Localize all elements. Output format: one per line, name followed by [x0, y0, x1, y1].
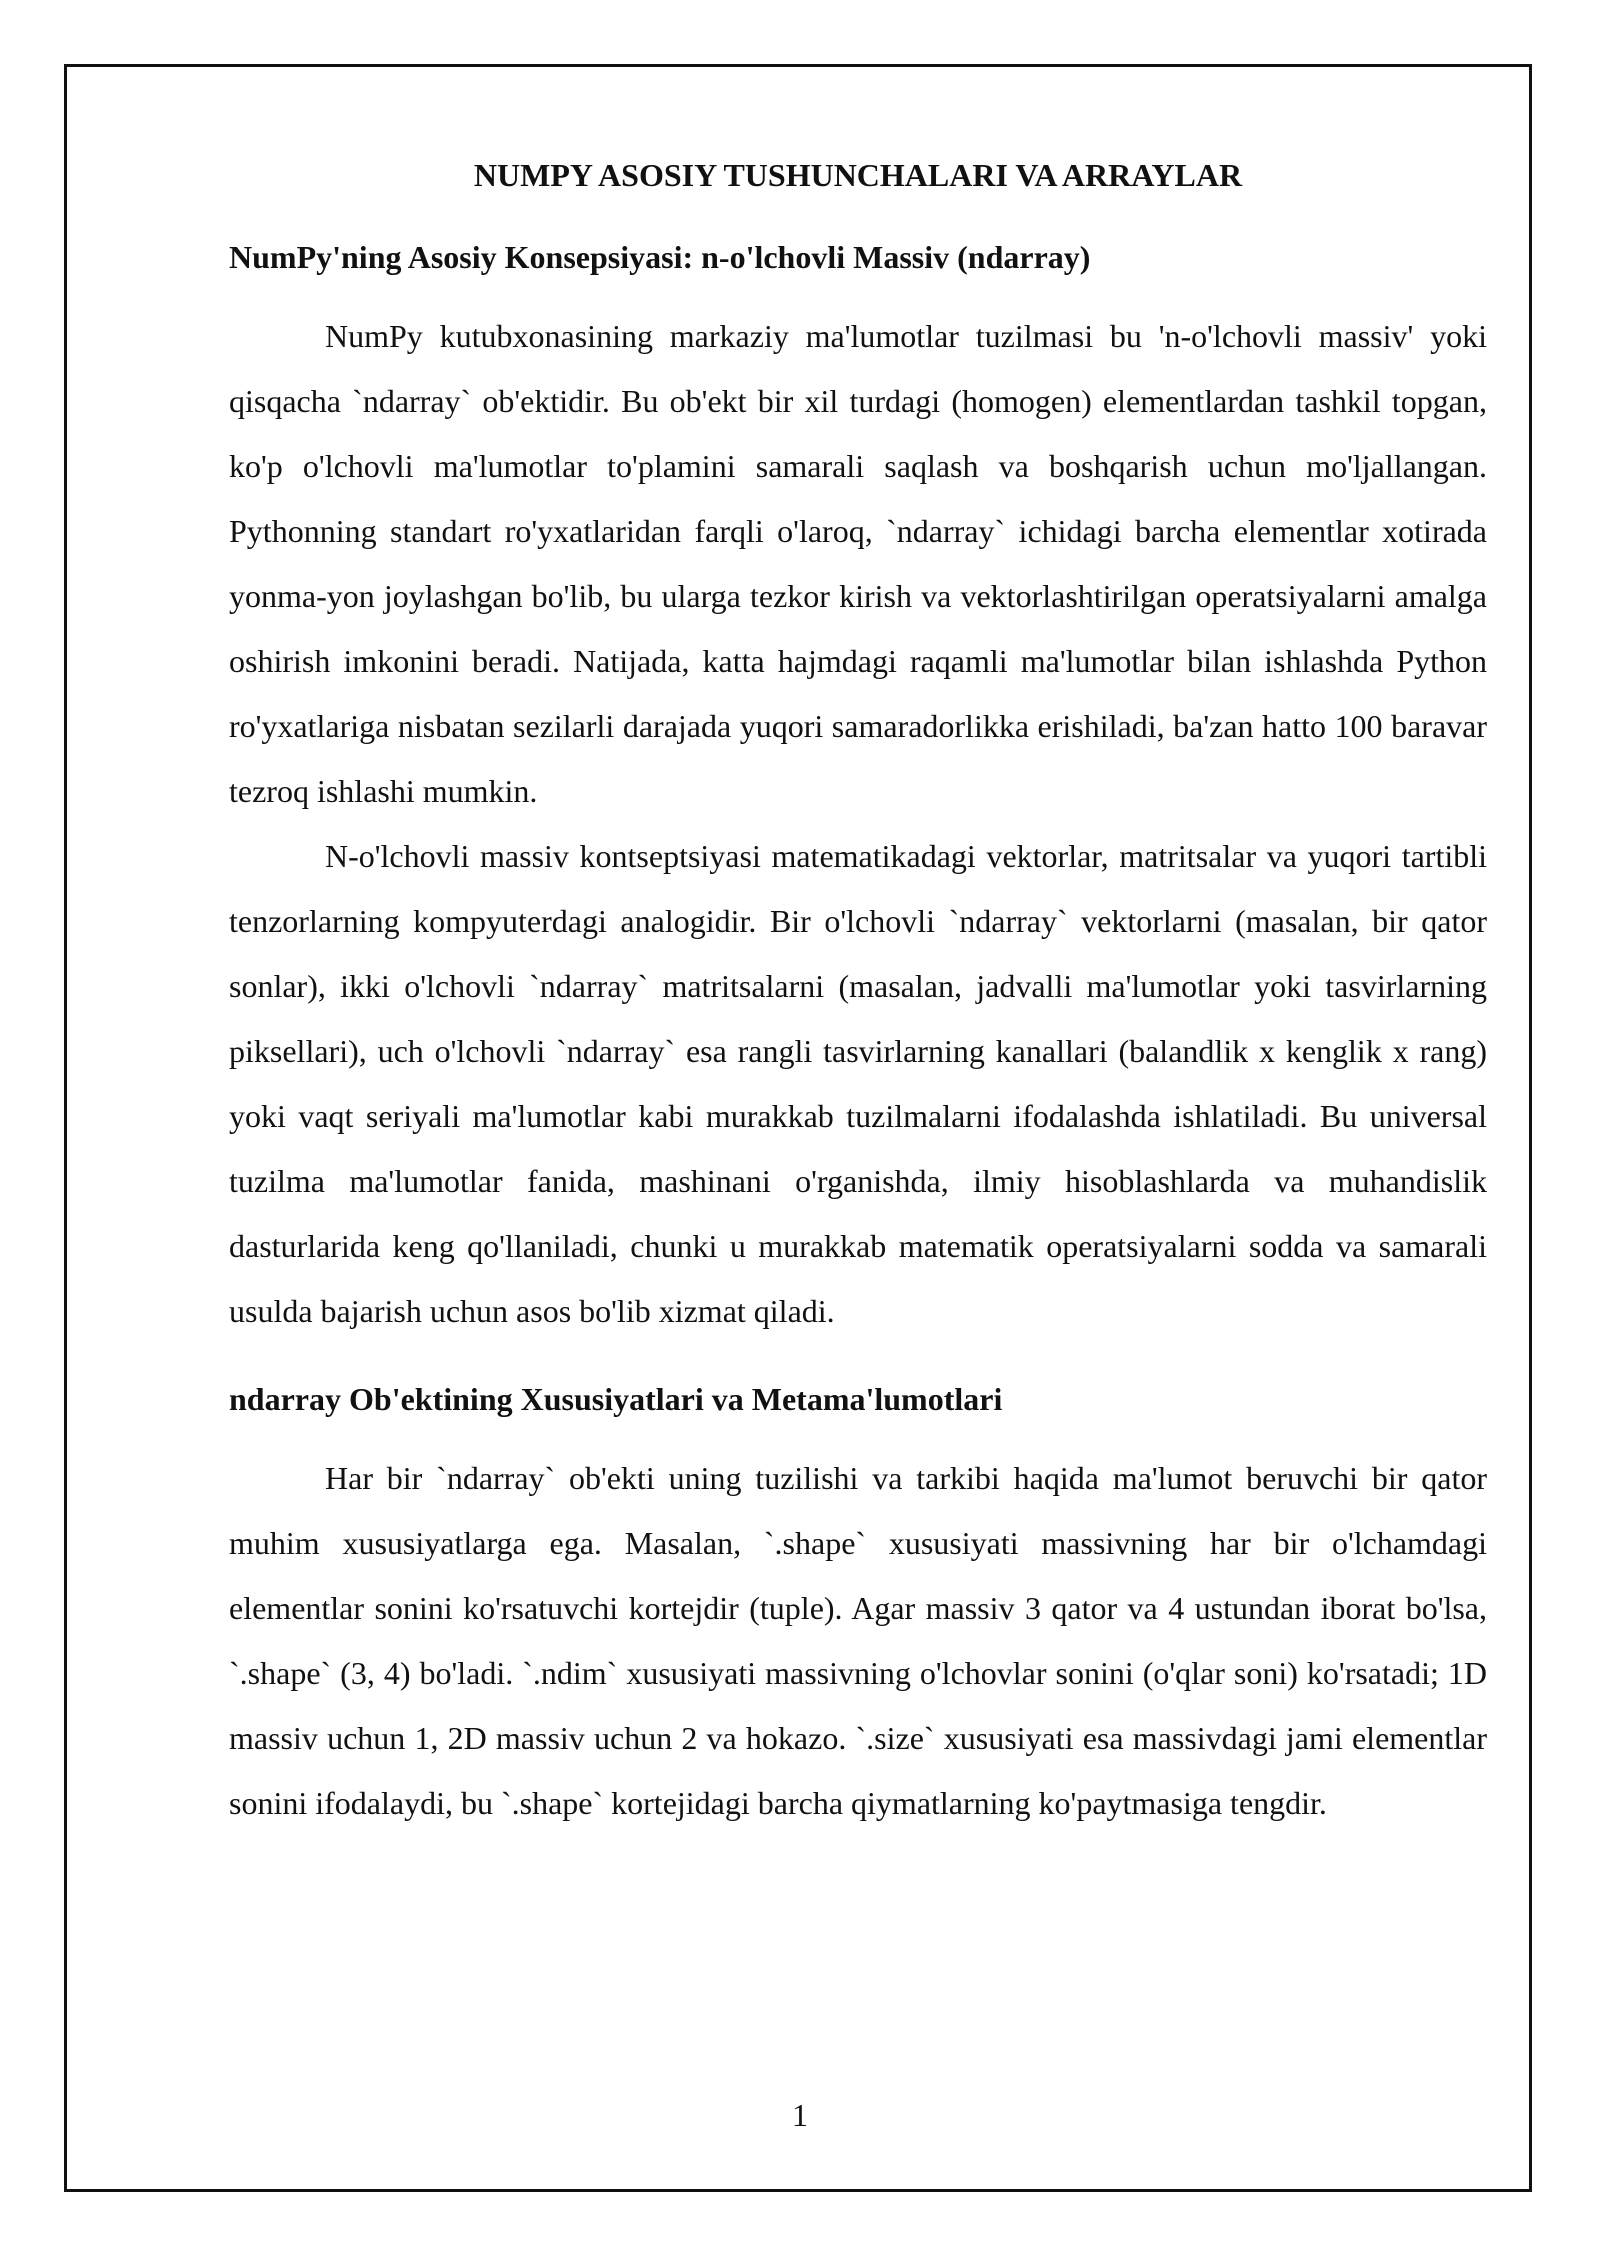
document-title: NUMPY ASOSIY TUSHUNCHALARI VA ARRAYLAR: [473, 157, 1243, 193]
section-heading-ndarray-attributes: ndarray Ob'ektining Xususiyatlari va Metama'lumotlari: [229, 1381, 1003, 1417]
page-content: [229, 150, 1487, 1836]
paragraph-ndarray-dimensions: N-o'lchovli massiv kontseptsiyasi matematikadagi vektorlar, matritsalar va yuqori tartibli tenzorlarning kompyuterdagi analogidir. Bir o'lchovli `ndarray` vektorlarni (masalan, bir qator sonlar), ikki o'lchovli `ndarray` matritsalarni (masalan, jadvalli ma'lumotlar yoki tasvirlarning piksellari), uch o'lchovli `ndarray` esa rangli tasvirlarning kanallari (balandlik x kenglik x rang) yoki vaqt seriyali ma'lumotlar kabi murakkab tuzilmalarni ifodalashda ishlatiladi. Bu universal tuzilma ma'lumotlar fanida, mashinani o'rganishda, ilmiy hisoblashlarda va muhandislik dasturlarida keng qo'llaniladi, chunki u murakkab matematik operatsiyalarni sodda va samarali usulda bajarish uchun asos bo'lib xizmat qiladi.: [229, 838, 1487, 1329]
paragraph-ndarray-intro: NumPy kutubxonasining markaziy ma'lumotlar tuzilmasi bu 'n-o'lchovli massiv' yoki qisqacha `ndarray` ob'ektidir. Bu ob'ekt bir xil turdagi (homogen) elementlardan tashkil topgan, ko'p o'lchovli ma'lumotlar to'plamini samarali saqlash va boshqarish uchun mo'ljallangan. Pythonning standart ro'yxatlaridan farqli o'laroq, `ndarray` ichidagi barcha elementlar xotirada yonma-yon joylashgan bo'lib, bu ularga tezkor kirish va vektorlashtirilgan operatsiyalarni amalga oshirish imkonini beradi. Natijada, katta hajmdagi raqamli ma'lumotlar bilan ishlashda Python ro'yxatlariga nisbatan sezilarli darajada yuqori samaradorlikka erishiladi, ba'zan hatto 100 baravar tezroq ishlashi mumkin.: [229, 318, 1487, 809]
section-heading-ndarray-concept: NumPy'ning Asosiy Konsepsiyasi: n-o'lchovli Massiv (ndarray): [229, 239, 1091, 275]
page-number: 1: [792, 2097, 808, 2133]
paragraph-ndarray-attributes: Har bir `ndarray` ob'ekti uning tuzilishi va tarkibi haqida ma'lumot beruvchi bir qator muhim xususiyatlarga ega. Masalan, `.shape` xususiyati massivning har bir o'lchamdagi elementlar sonini ko'rsatuvchi kortejdir (tuple). Agar massiv 3 qator va 4 ustundan iborat bo'lsa, `.shape` (3, 4) bo'ladi. `.ndim` xususiyati massivning o'lchovlar sonini (o'qlar soni) ko'rsatadi; 1D massiv uchun 1, 2D massiv uchun 2 va hokazo. `.size` xususiyati esa massivdagi jami elementlar sonini ifodalaydi, bu `.shape` kortejidagi barcha qiymatlarning ko'paytmasiga tengdir.: [229, 1460, 1487, 1821]
